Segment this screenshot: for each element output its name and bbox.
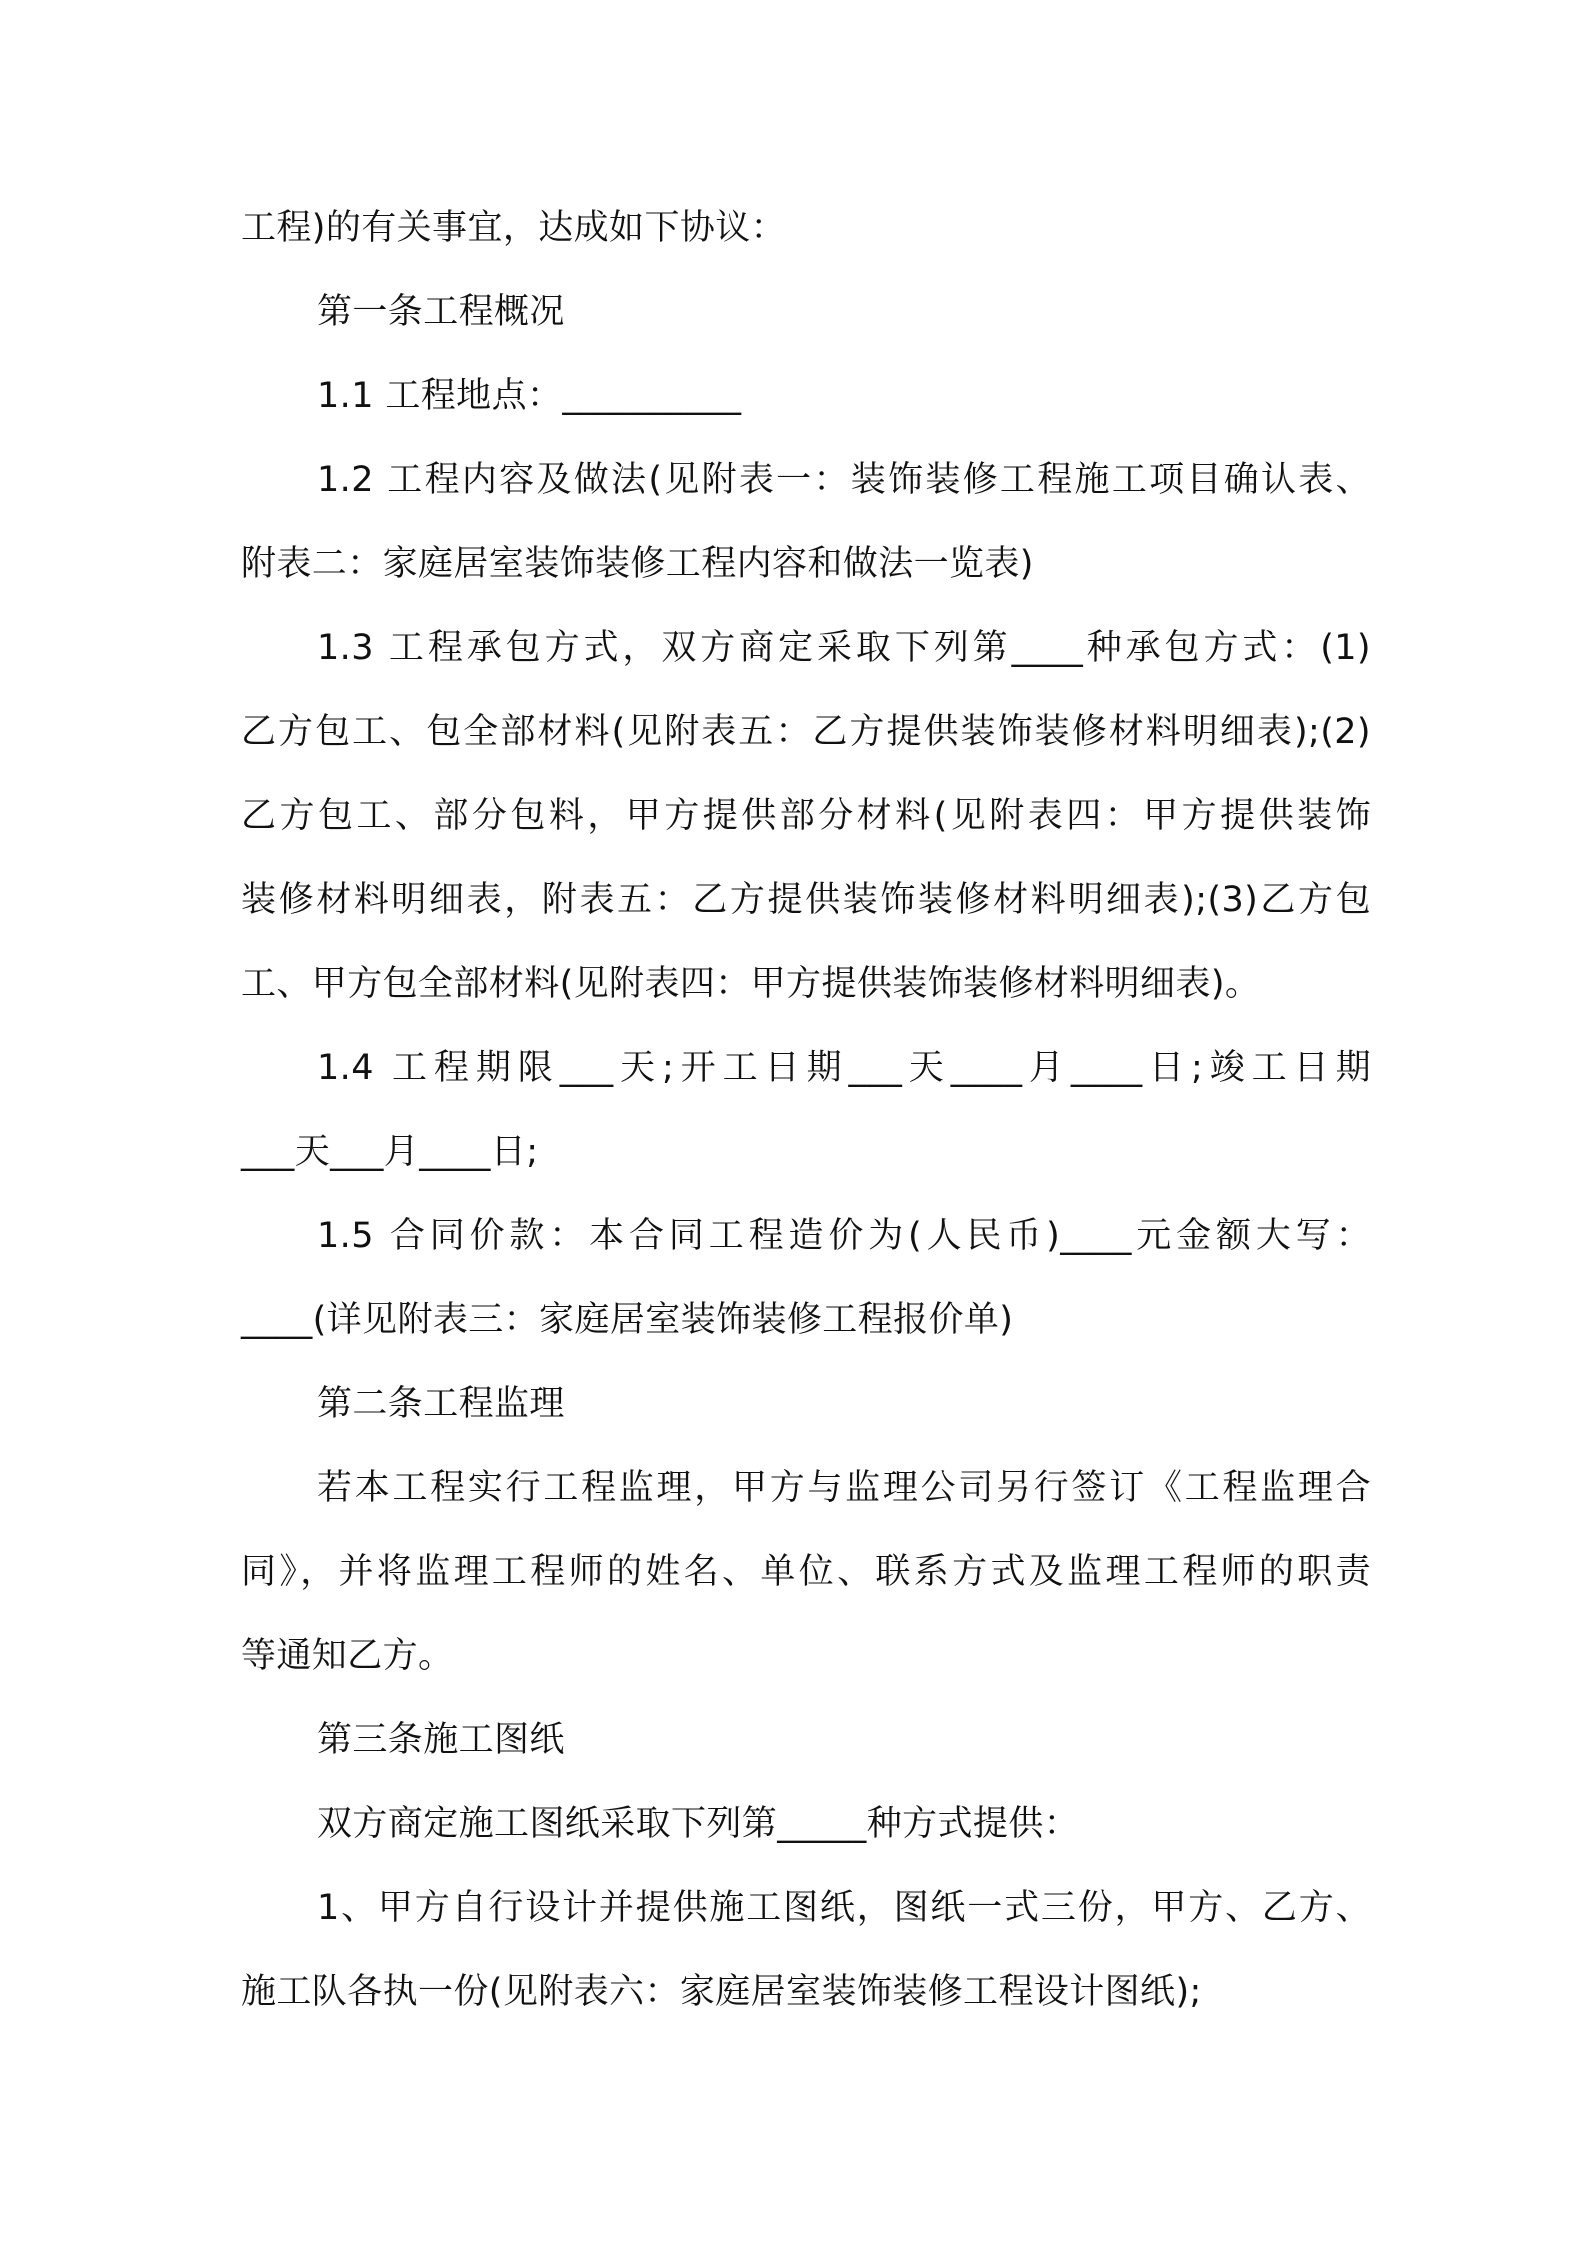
text-line: 1.3 工程承包方式，双方商定采取下列第____种承包方式：(1) [317, 628, 1371, 668]
text-line: 1.1 工程地点：__________ [317, 376, 742, 416]
text-line: 等通知乙方。 [241, 1636, 454, 1676]
text-line: 双方商定施工图纸采取下列第_____种方式提供： [317, 1804, 1080, 1844]
text-line: 装修材料明细表，附表五：乙方提供装饰装修材料明细表);(3)乙方包 [241, 880, 1371, 920]
text-line: 1.4 工程期限___天;开工日期___天____月____日;竣工日期 [317, 1048, 1371, 1088]
text-line: 1、甲方自行设计并提供施工图纸，图纸一式三份，甲方、乙方、 [317, 1888, 1371, 1928]
text-line: 1.5 合同价款：本合同工程造价为(人民币)____元金额大写： [317, 1216, 1371, 1256]
section-heading: 第三条施工图纸 [317, 1720, 565, 1760]
text-line: 1.2 工程内容及做法(见附表一：装饰装修工程施工项目确认表、 [317, 460, 1371, 500]
text-line: 工、甲方包全部材料(见附表四：甲方提供装饰装修材料明细表)。 [241, 964, 1261, 1004]
section-heading: 第一条工程概况 [317, 292, 565, 332]
text-line: 若本工程实行工程监理，甲方与监理公司另行签订《工程监理合 [317, 1468, 1371, 1508]
text-line: ____(详见附表三：家庭居室装饰装修工程报价单) [241, 1300, 1014, 1340]
text-line: 乙方包工、部分包料，甲方提供部分材料(见附表四：甲方提供装饰 [241, 796, 1371, 836]
text-line: ___天___月____日; [241, 1132, 539, 1172]
text-line: 附表二：家庭居室装饰装修工程内容和做法一览表) [241, 544, 1034, 584]
text-line: 工程)的有关事宜，达成如下协议： [241, 208, 787, 248]
section-heading: 第二条工程监理 [317, 1384, 565, 1424]
document-body [241, 186, 1371, 2034]
text-line: 乙方包工、包全部材料(见附表五：乙方提供装饰装修材料明细表);(2) [241, 712, 1371, 752]
text-line: 同》，并将监理工程师的姓名、单位、联系方式及监理工程师的职责 [241, 1552, 1371, 1592]
text-line: 施工队各执一份(见附表六：家庭居室装饰装修工程设计图纸); [241, 1972, 1202, 2012]
